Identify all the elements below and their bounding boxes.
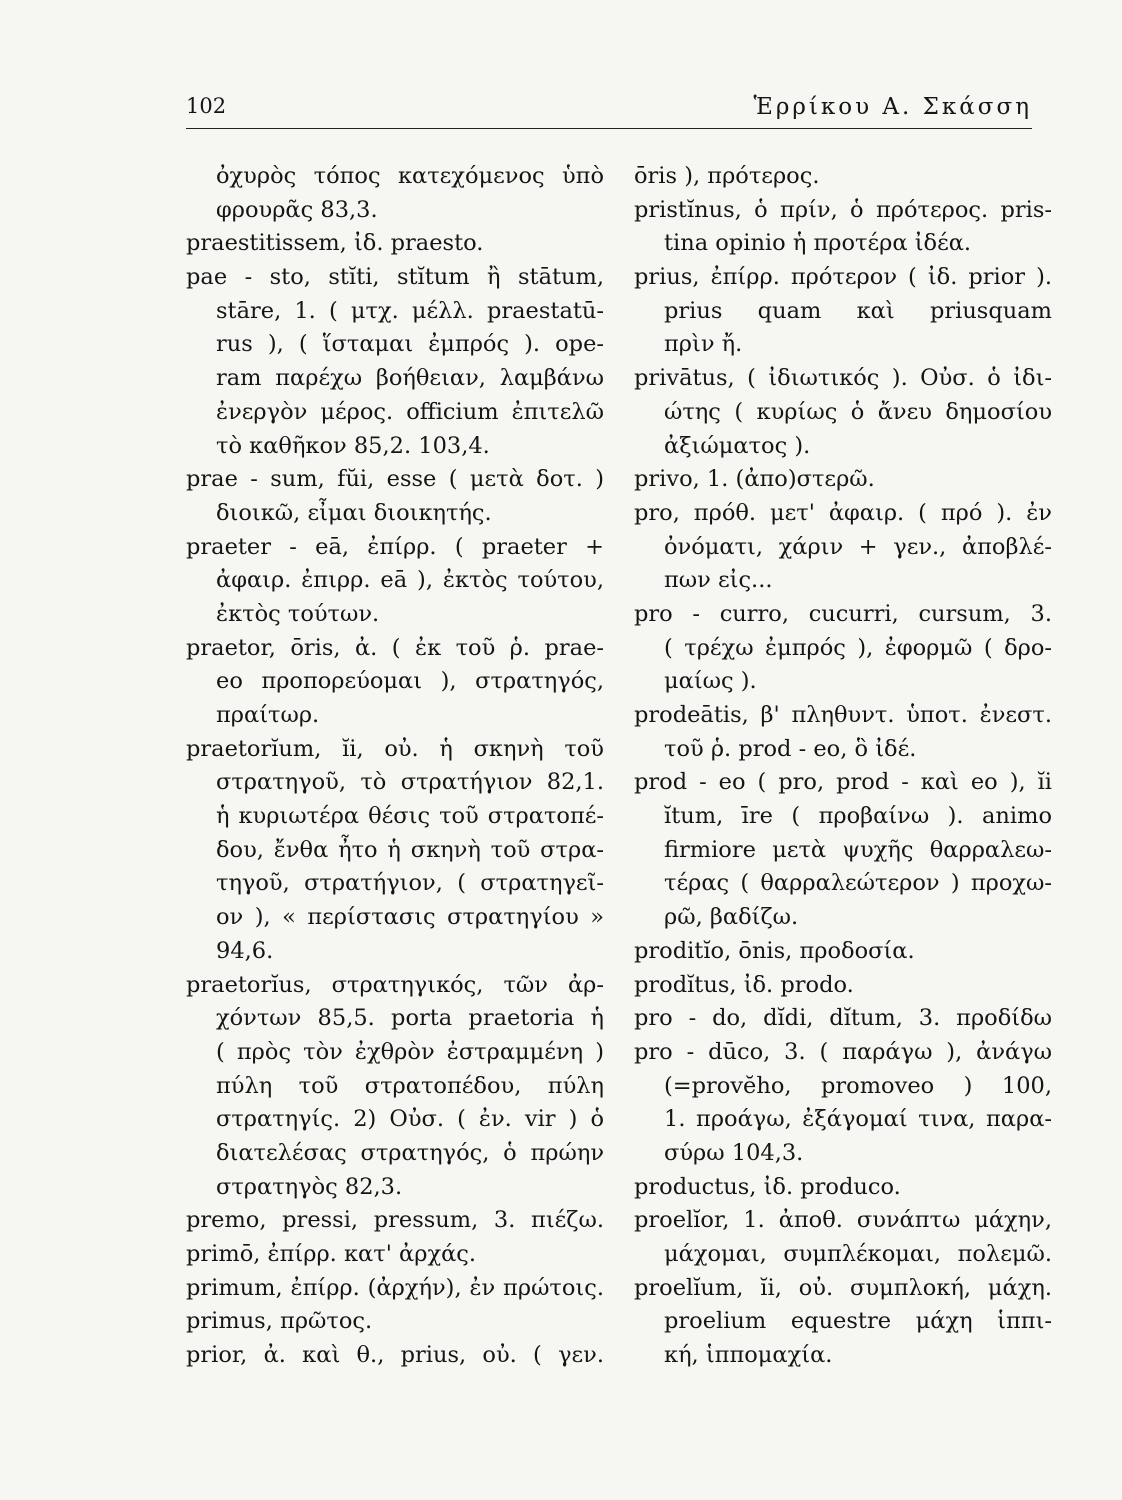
entry-headword-line: prodeātis, β' πληθυντ. ὑποτ. ἐνεστ. xyxy=(634,702,1052,728)
entry-headword-line: pro, πρόθ. μετ' ἀφαιρ. ( πρό ). ἐν xyxy=(634,499,1052,526)
entry-continuation-line: ἐκτὸς τούτων. xyxy=(216,600,380,627)
entry-continuation-line: 1. προάγω, ἐξάγομαί τινα, παρα- xyxy=(664,1106,1052,1133)
entry-continuation-line: ( πρὸς τὸν ἐχθρὸν ἐστραμμένη ) xyxy=(216,1038,604,1065)
entry-continuation-line: ram παρέχω βοήθειαν, λαμβάνω xyxy=(216,365,604,392)
entry-continuation-line: ἡ κυριωτέρα θέσις τοῦ στρατοπέ- xyxy=(216,803,604,830)
entry-headword-line: prius, ἐπίρρ. πρότερον ( ἰδ. prior ). xyxy=(634,264,1052,291)
entry-continuation-line: ἀφαιρ. ἐπιρρ. eā ), ἐκτὸς τούτου, xyxy=(216,567,604,594)
entry-headword-line: pro - do, dĭdi, dĭtum, 3. προδίδω xyxy=(634,1005,1052,1032)
left-column xyxy=(186,160,604,1373)
entry-continuation-line: eo προπορεύομαι ), στρατηγός, xyxy=(216,668,604,695)
entry-continuation-line: ον ), « περίστασις στρατηγίου » xyxy=(216,904,604,931)
entry-continuation-line: δου, ἔνθα ἦτο ἡ σκηνὴ τοῦ στρα- xyxy=(216,836,604,863)
entry-continuation-line: στρατηγίς. 2) Οὐσ. ( ἐν. vir ) ὁ xyxy=(216,1106,604,1133)
entry-continuation-line: ἀξιώματος ). xyxy=(664,432,811,459)
entry-continuation-line: stāre, 1. ( μτχ. μέλλ. praestatū- xyxy=(216,297,604,324)
entry-headword-line: prior, ἀ. καὶ θ., prius, οὐ. ( γεν. xyxy=(186,1342,604,1369)
entry-headword-line: prod - eo ( pro, prod - καὶ eo ), ĭi xyxy=(634,769,1052,796)
entry-continuation-line: proelium equestre μάχη ἱππι- xyxy=(664,1308,1052,1335)
entry-headword-line: ōris ), πρότερος. xyxy=(634,163,820,189)
entry-continuation-line: ὀχυρὸς τόπος κατεχόμενος ὑπὸ xyxy=(216,163,604,189)
entry-headword-line: proelĭor, 1. ἀποθ. συνάπτω μάχην, xyxy=(634,1207,1052,1234)
entry-continuation-line: φρουρᾶς 83,3. xyxy=(216,196,378,223)
entry-continuation-line: στρατηγὸς 82,3. xyxy=(216,1173,403,1200)
entry-headword-line: praetorĭus, στρατηγικός, τῶν ἀρ- xyxy=(186,971,604,998)
entry-continuation-line: 94,6. xyxy=(216,937,274,964)
entry-continuation-line: πων εἰς... xyxy=(664,567,773,594)
entry-continuation-line: πρὶν ἤ. xyxy=(664,331,743,358)
entry-headword-line: productus, ἰδ. produco. xyxy=(634,1173,901,1200)
entry-continuation-line: (=provĕho, promoveo ) 100, xyxy=(664,1072,1052,1099)
entry-headword-line: pro - curro, cucurri, cursum, 3. xyxy=(634,600,1052,627)
entry-headword-line: praetorĭum, ĭi, οὐ. ἡ σκηνὴ τοῦ xyxy=(186,735,604,762)
entry-headword-line: primus, πρῶτος. xyxy=(186,1308,373,1335)
entry-continuation-line: prius quam καὶ priusquam xyxy=(664,297,1052,324)
entry-continuation-line: τὸ καθῆκον 85,2. 103,4. xyxy=(216,432,490,459)
entry-continuation-line: στρατηγοῦ, τὸ στρατήγιον 82,1. xyxy=(216,769,604,796)
entry-headword-line: praeter - eā, ἐπίρρ. ( praeter + xyxy=(186,533,604,560)
entry-continuation-line: πραίτωρ. xyxy=(216,702,320,728)
entry-continuation-line: κή, ἱππομαχία. xyxy=(664,1342,833,1369)
entry-continuation-line: ĭtum, īre ( προβαίνω ). animo xyxy=(664,803,1052,830)
entry-continuation-line: τέρας ( θαρραλεώτερον ) προχω- xyxy=(664,870,1052,897)
entry-headword-line: proelĭum, ĭi, οὐ. συμπλοκή, μάχη. xyxy=(634,1274,1052,1301)
entry-continuation-line: χόντων 85,5. porta praetoria ἡ xyxy=(216,1005,604,1032)
header-rule xyxy=(186,128,1032,129)
entry-continuation-line: διατελέσας στρατηγός, ὁ πρώην xyxy=(216,1139,604,1166)
entry-continuation-line: ὀνόματι, χάριν + γεν., ἀποβλέ- xyxy=(664,533,1052,560)
entry-headword-line: pristĭnus, ὁ πρίν, ὁ πρότερος. pris- xyxy=(634,196,1052,223)
running-head: Ἑρρίκου Α. Σκάσση xyxy=(753,94,1032,120)
entry-headword-line: privātus, ( ἰδιωτικός ). Οὐσ. ὁ ἰδι- xyxy=(634,365,1052,392)
entry-headword-line: praestitissem, ἰδ. praesto. xyxy=(186,230,484,257)
entry-headword-line: pro - dūco, 3. ( παράγω ), ἀνάγω xyxy=(634,1038,1052,1065)
entry-headword-line: primō, ἐπίρρ. κατ' ἀρχάς. xyxy=(186,1241,477,1267)
entry-continuation-line: tina opinio ἡ προτέρα ἰδέα. xyxy=(664,230,972,257)
entry-continuation-line: μαίως ). xyxy=(664,668,757,695)
entry-continuation-line: μάχομαι, συμπλέκομαι, πολεμῶ. xyxy=(664,1241,1052,1267)
entry-headword-line: privo, 1. (ἀπο)στερῶ. xyxy=(634,466,875,493)
entry-continuation-line: ρῶ, βαδίζω. xyxy=(664,904,799,931)
entry-continuation-line: ἐνεργὸν μέρος. officium ἐπιτελῶ xyxy=(216,398,604,425)
entry-continuation-line: σύρω 104,3. xyxy=(664,1139,804,1166)
entry-continuation-line: πύλη τοῦ στρατοπέδου, πύλη xyxy=(216,1072,604,1099)
entry-continuation-line: firmiore μετὰ ψυχῆς θαρραλεω- xyxy=(664,836,1052,863)
entry-continuation-line: τηγοῦ, στρατήγιον, ( στρατηγεῖ- xyxy=(216,870,604,897)
entry-headword-line: primum, ἐπίρρ. (ἀρχήν), ἐν πρώτοις. xyxy=(186,1274,604,1301)
entry-headword-line: proditĭo, ōnis, προδοσία. xyxy=(634,937,915,964)
page-header xyxy=(186,94,1032,126)
entry-continuation-line: τοῦ ῥ. prod - eo, ὃ ἰδέ. xyxy=(664,735,917,762)
entry-continuation-line: διοικῶ, εἶμαι διοικητής. xyxy=(216,499,492,526)
entry-continuation-line: ώτης ( κυρίως ὁ ἄνευ δημοσίου xyxy=(664,398,1052,425)
right-column xyxy=(634,160,1052,1373)
entry-headword-line: prae - sum, fŭi, esse ( μετὰ δοτ. ) xyxy=(186,466,604,493)
entry-headword-line: prodĭtus, ἰδ. prodo. xyxy=(634,971,854,998)
entry-headword-line: praetor, ōris, ἀ. ( ἐκ τοῦ ῥ. prae- xyxy=(186,634,604,661)
entry-headword-line: premo, pressi, pressum, 3. πιέζω. xyxy=(186,1207,604,1234)
entry-continuation-line: ( τρέχω ἐμπρός ), ἐφορμῶ ( δρο- xyxy=(664,634,1052,661)
entry-continuation-line: rus ), ( ἵσταμαι ἐμπρός ). ope- xyxy=(216,331,604,358)
page-number: 102 xyxy=(186,94,227,118)
entry-headword-line: pae - sto, stĭti, stĭtum ἢ stātum, xyxy=(186,264,604,291)
